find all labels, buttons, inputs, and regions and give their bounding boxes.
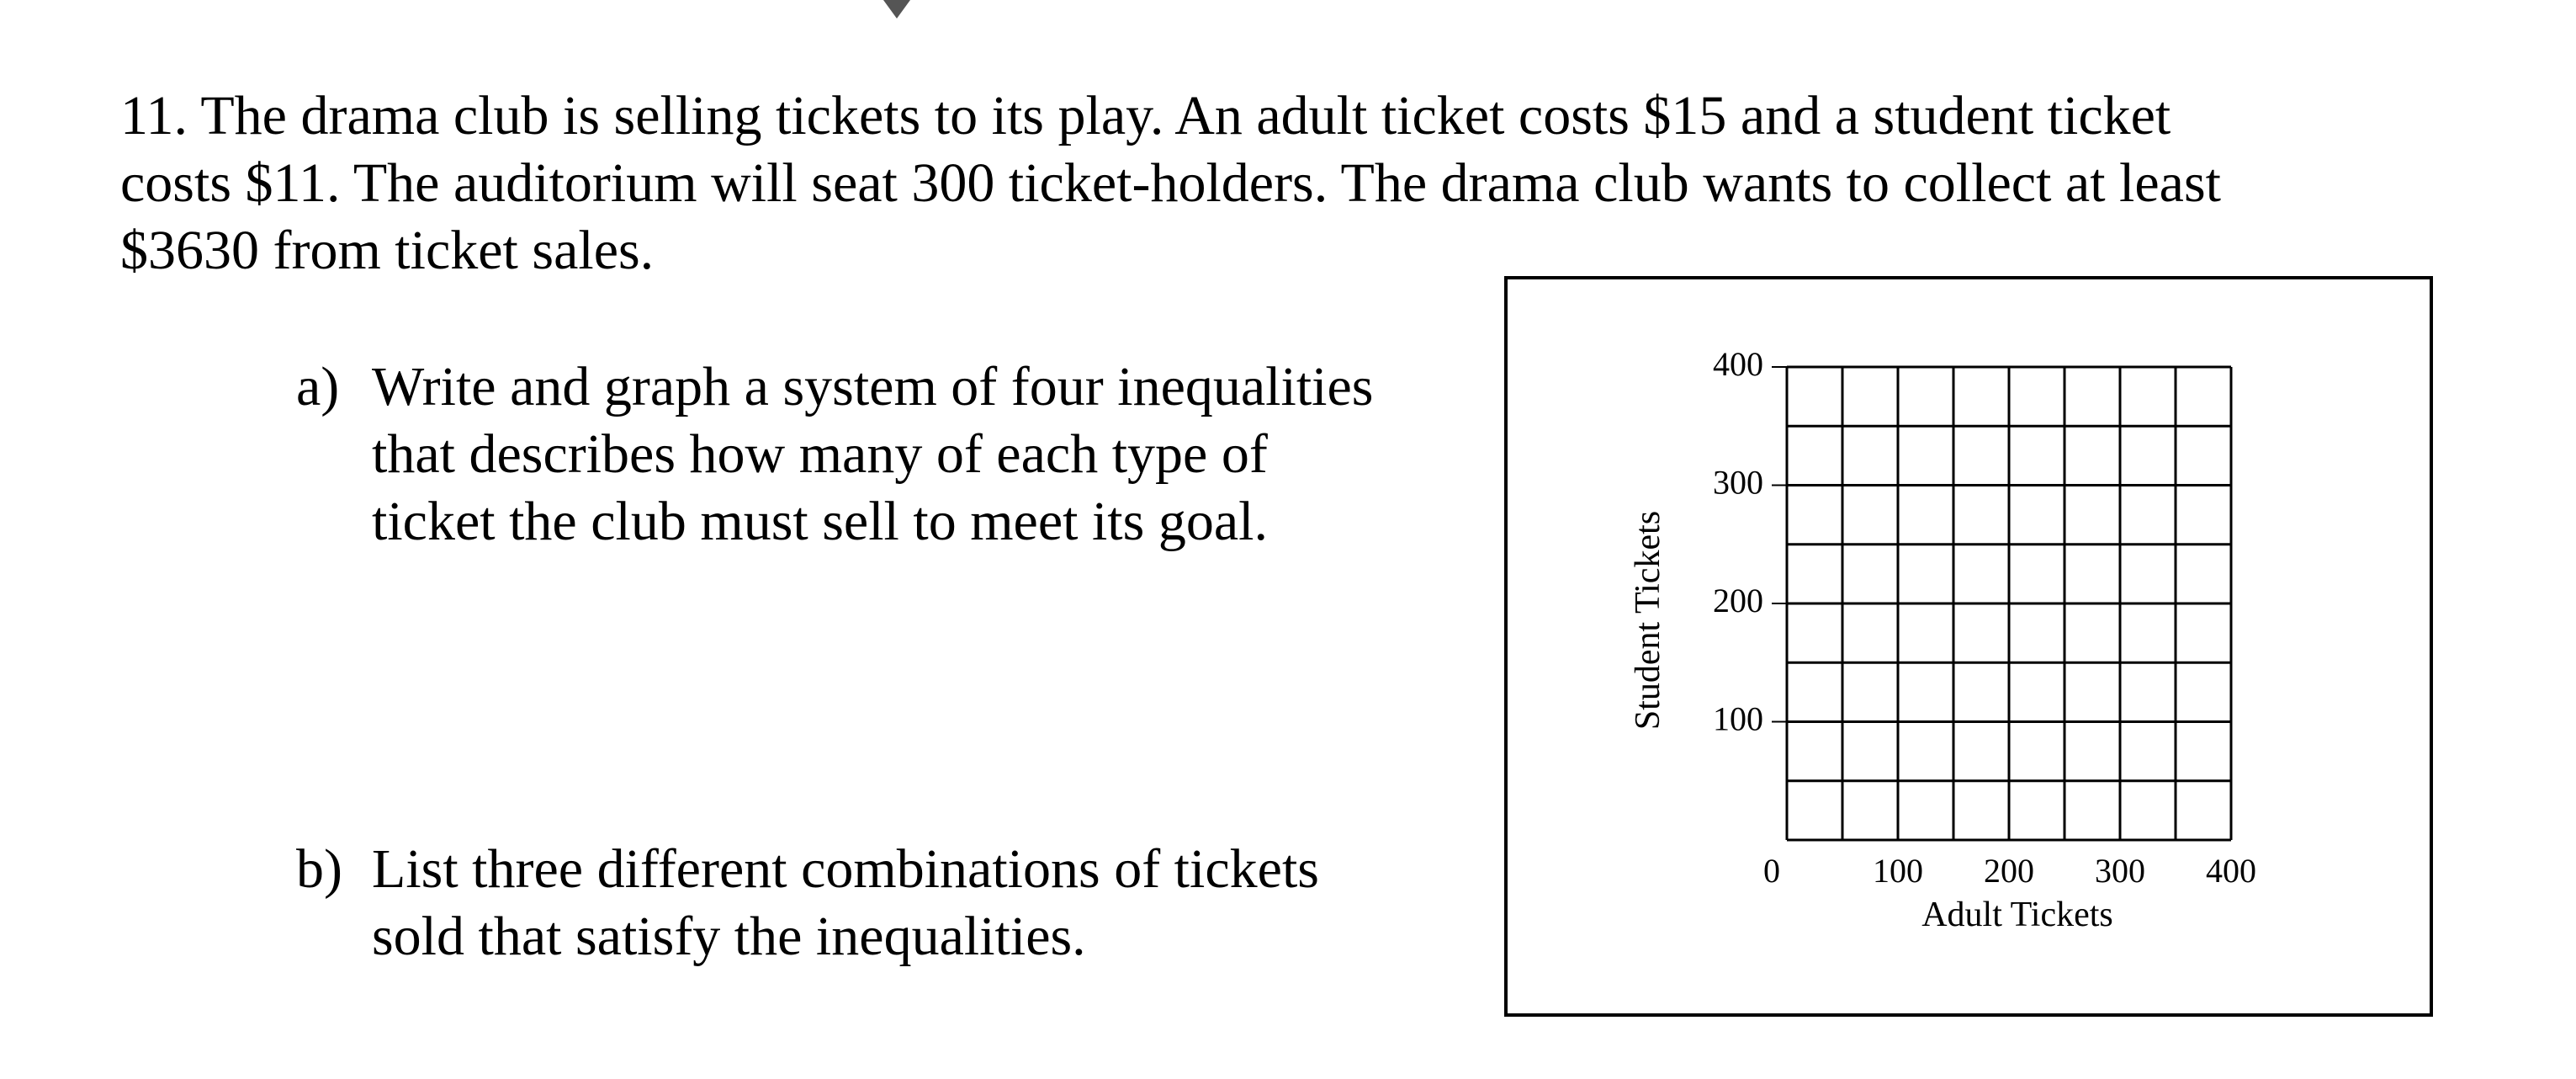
page-top-marker bbox=[883, 0, 910, 19]
graph-frame bbox=[1504, 276, 2433, 1017]
y-tick-label: 200 bbox=[1713, 582, 1763, 619]
x-tick-label: 400 bbox=[2206, 852, 2256, 890]
y-tick-label: 100 bbox=[1713, 699, 1763, 738]
x-tick-label: 300 bbox=[2095, 852, 2145, 890]
intro-line: $3630 from ticket sales. bbox=[120, 220, 655, 281]
part-a-line: ticket the club must sell to meet its goal. bbox=[372, 491, 1268, 552]
x-tick-label: 100 bbox=[1873, 852, 1923, 890]
y-tick-label: 300 bbox=[1713, 463, 1763, 502]
part-a-line: Write and graph a system of four inequalities bbox=[372, 356, 1374, 417]
part-b-line: List three different combinations of tickets bbox=[372, 838, 1319, 900]
x-tick-label: 200 bbox=[1984, 852, 2034, 890]
part-a bbox=[296, 353, 1373, 555]
part-b bbox=[296, 836, 1319, 970]
part-b-marker: b) bbox=[296, 838, 342, 900]
x-tick-label: 0 bbox=[1763, 852, 1780, 890]
part-b-line: sold that satisfy the inequalities. bbox=[372, 906, 1086, 967]
x-axis-label: Adult Tickets bbox=[1921, 896, 2113, 934]
question-11-intro bbox=[120, 82, 2493, 284]
intro-line: costs $11. The auditorium will seat 300 ticket-holders. The drama club wants to collect at least bbox=[120, 152, 2221, 214]
y-axis-label: Student Tickets bbox=[1629, 510, 1667, 731]
intro-line: 11. The drama club is selling tickets to its play. An adult ticket costs $15 and a student ticket bbox=[120, 85, 2171, 146]
blank-coordinate-grid bbox=[1508, 279, 2430, 1013]
part-a-line: that describes how many of each type of bbox=[372, 423, 1268, 485]
y-tick-label: 400 bbox=[1713, 345, 1763, 383]
part-a-marker: a) bbox=[296, 356, 340, 417]
